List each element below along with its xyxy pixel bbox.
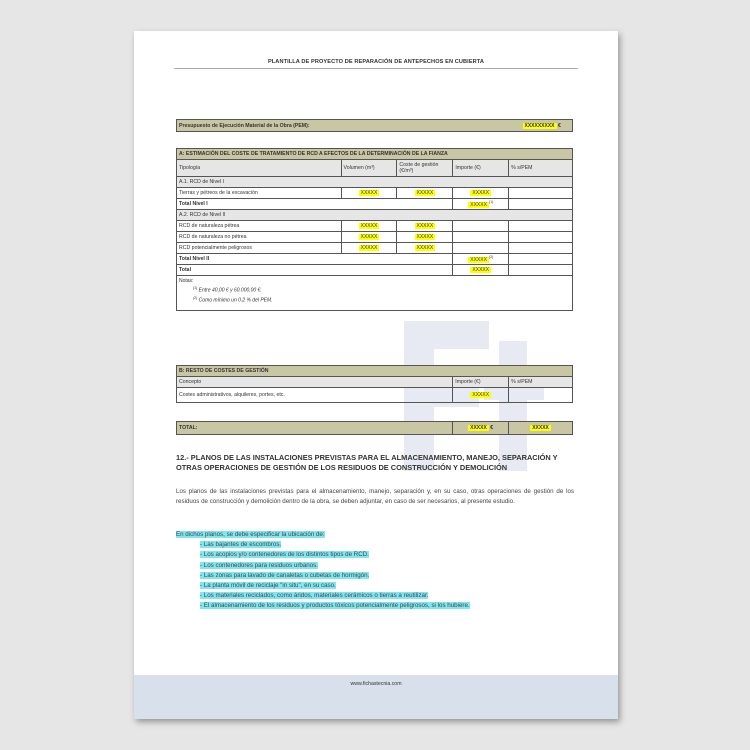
pem-cell: [177, 120, 573, 132]
a1-row-coste: XXXXX: [416, 190, 434, 196]
header-b-importe: Importe (€): [453, 377, 509, 388]
a1-row-label: Tierras y pétreos de la excavación: [177, 188, 342, 199]
note-1: Entre 40,00 € y 60.000,00 €.: [198, 287, 262, 294]
a1-row-importe: XXXXX: [472, 190, 490, 196]
list-item: - Las zonas para lavado de canaletas o cubetas de hormigón.: [200, 571, 370, 579]
ubicacion-intro: En dichos planos, se debe especificar la ubicación de:: [176, 531, 325, 538]
list-item: - Los acopios y/o contenedores de los distintos tipos de RCD.: [200, 551, 369, 559]
grand-total-unit: €: [490, 425, 494, 431]
a2-row-3-label: RCD potencialmente peligrosos: [177, 243, 342, 254]
b-row-importe: XXXXX: [472, 392, 490, 398]
list-item: - El almacenamiento de los residuos y productos tóxicos potencialmente peligrosos, si los hubiere.: [200, 602, 470, 610]
grand-total-row: [177, 422, 573, 435]
pem-table: [176, 119, 573, 132]
pem-unit: €: [557, 122, 561, 129]
table-a: [176, 148, 573, 311]
header-tipologia: Tipología: [177, 160, 342, 177]
list-item: - Los contenedores para residuos urbanos.: [200, 561, 318, 569]
a1-label: A.1. RCD de Nivel I: [177, 177, 573, 188]
notes-cell: [177, 276, 573, 311]
total-nivel-1-row: [177, 199, 573, 210]
a2-row-1-vol: XXXXX: [360, 223, 378, 229]
note-2-sup: (2): [193, 295, 198, 300]
footer-url: www.fichastecnia.com: [350, 681, 402, 687]
grand-total-table: [176, 421, 573, 435]
header-title: PLANTILLA DE PROYECTO DE REPARACIÓN DE ANTEPECHOS EN CUBIERTA: [267, 59, 485, 65]
header-pct: % s/PEM: [509, 160, 573, 177]
grand-total-label: TOTAL:: [177, 422, 453, 435]
a2-row-2-vol: XXXXX: [360, 234, 378, 240]
a2-row-1-label: RCD de naturaleza pétrea: [177, 221, 342, 232]
a2-row-1-coste: XXXXX: [416, 223, 434, 229]
table-a-header-row: [177, 160, 573, 177]
total-nivel-1-sup: (1): [488, 200, 494, 205]
total-label: Total: [177, 265, 453, 276]
total-nivel-2-row: [177, 254, 573, 265]
grand-total-pct: XXXXX: [532, 425, 549, 431]
table-b-header-row: [177, 377, 573, 388]
total-nivel-2-sup: (2): [488, 255, 494, 260]
table-row: [177, 388, 573, 403]
header-rule: [174, 68, 578, 69]
page-header: [134, 31, 618, 81]
note-1-sup: (1): [193, 286, 198, 290]
note-2: Como mínimo un 0.2 % del PEM.: [198, 297, 273, 304]
document-page: [134, 31, 618, 719]
table-row: [177, 188, 573, 199]
list-item: - Las bajantes de escombros.: [200, 541, 282, 549]
pem-value: XXXXXXXXX: [524, 122, 555, 129]
total-nivel-2-importe: XXXXX: [470, 256, 487, 263]
table-b-title: B: RESTO DE COSTES DE GESTIÓN: [177, 366, 573, 377]
list-item: - La planta móvil de reciclaje "in situ", en su caso.: [200, 582, 336, 590]
notes-title: Notas:: [179, 278, 194, 284]
total-row: [177, 265, 573, 276]
grand-total-importe: XXXXX: [470, 425, 487, 431]
section-12-paragraph: Los planos de las instalaciones previstas para el almacenamiento, manejo, separación y, en su caso, otras operaciones de gestión de los residuos de construcción y demolición dentro de la obra, se deben adjuntar, en caso de ser necesarios, al presente estudio.: [176, 488, 574, 505]
b-row-label: Costes administrativos, alquileres, portes, etc.: [177, 388, 453, 403]
list-item: - Los materiales reciclados, como áridos, materiales cerámicos o tierras a reutilizar.: [200, 592, 429, 600]
table-a-title: A: ESTIMACIÓN DEL COSTE DE TRATAMIENTO DE RCD A EFECTOS DE LA DETERMINACIÓN DE LA FIANZA: [177, 149, 573, 160]
header-b-pct: % s/PEM: [509, 377, 573, 388]
header-importe: Importe (€): [453, 160, 509, 177]
table-b: [176, 365, 573, 403]
ubicacion-list: [176, 530, 596, 612]
a2-row-3-vol: XXXXX: [360, 245, 378, 251]
a1-row-vol: XXXXX: [360, 190, 378, 196]
a2-row-2-coste: XXXXX: [416, 234, 434, 240]
page-footer: [134, 675, 618, 719]
total-importe: XXXXX: [472, 267, 490, 273]
section-12-title: 12.- PLANOS DE LAS INSTALACIONES PREVISTAS PARA EL ALMACENAMIENTO, MANEJO, SEPARACIÓN Y OTRAS OPERACIONES DE GESTIÓN DE LOS RESIDUOS DE CONSTRUCCIÓN Y DEMOLICIÓN: [176, 453, 558, 472]
header-volumen: Volumen (m³): [341, 160, 397, 177]
total-nivel-1-importe: XXXXX: [470, 201, 487, 208]
total-nivel-1-label: Total Nivel I: [177, 199, 453, 210]
table-row: [177, 243, 573, 254]
total-nivel-2-label: Total Nivel II: [177, 254, 453, 265]
header-coste-line2: (€/m³): [399, 168, 414, 174]
header-coste-line1: Coste de gestión: [399, 162, 439, 168]
a2-label: A.2. RCD de Nivel II: [177, 210, 573, 221]
table-row: [177, 232, 573, 243]
header-coste: [397, 160, 453, 177]
pem-label: Presupuesto de Ejecución Material de la Obra (PEM):: [179, 122, 310, 129]
a2-row-3-coste: XXXXX: [416, 245, 434, 251]
a2-row-2-label: RCD de naturaleza no pétrea: [177, 232, 342, 243]
header-concepto: Concepto: [177, 377, 453, 388]
table-row: [177, 221, 573, 232]
